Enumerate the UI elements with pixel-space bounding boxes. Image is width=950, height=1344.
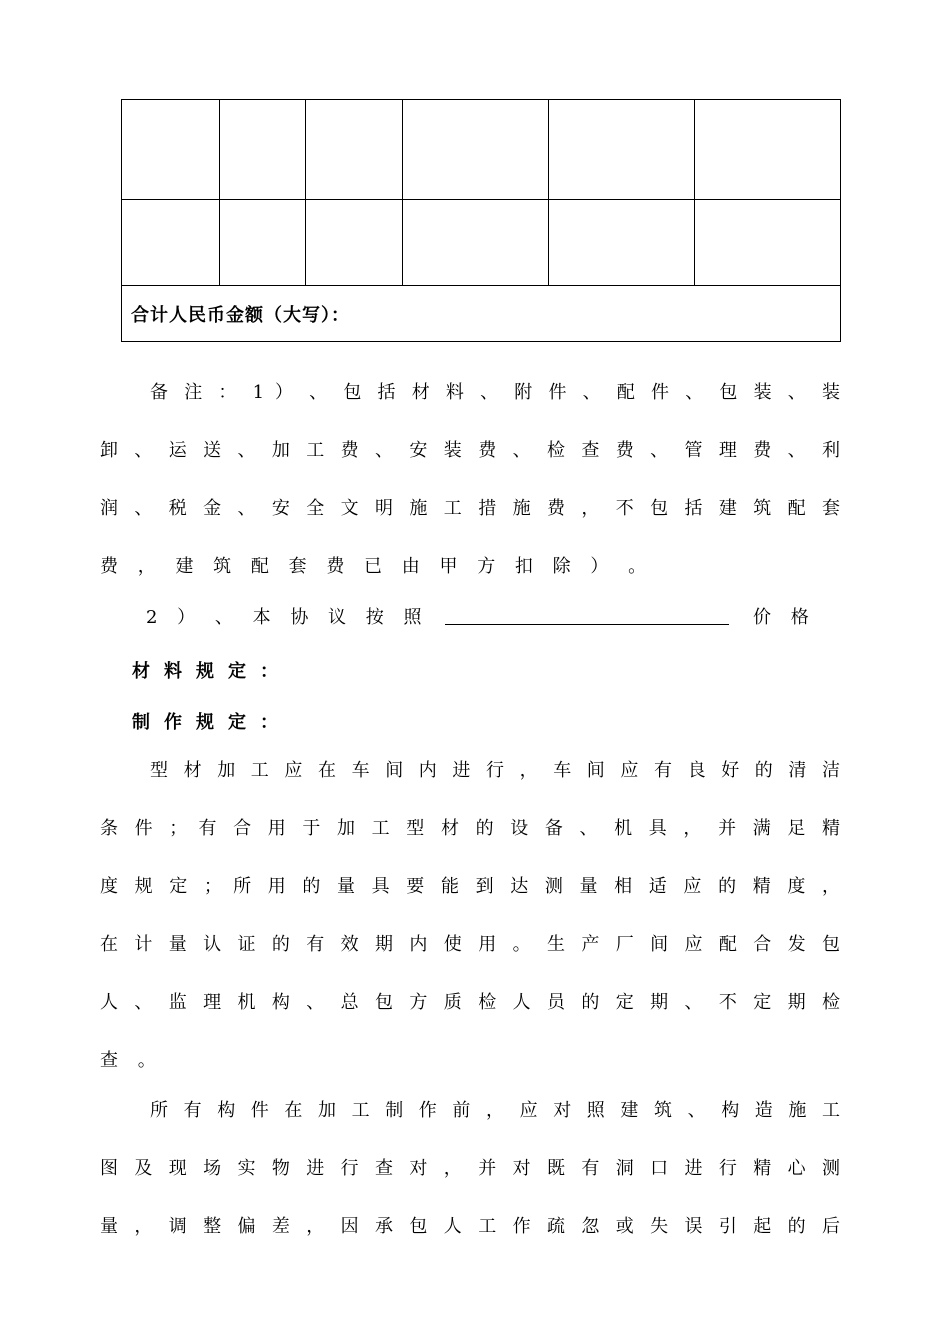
- body-p2-line-1: 所 有 构 件 在 加 工 制 作 前 ， 应 对 照 建 筑 、 构 造 施 工: [150, 1100, 840, 1121]
- table-cell: [549, 200, 695, 286]
- body-p1-line-5: 人 、 监 理 机 构 、 总 包 方 质 检 人 员 的 定 期 、 不 定 期 检: [100, 992, 840, 1013]
- table-cell: [122, 200, 220, 286]
- table-cell: [549, 100, 695, 200]
- table-cell: [122, 100, 220, 200]
- table-cell: [220, 200, 306, 286]
- price-table: [121, 99, 841, 342]
- pricing-clause-prefix: 2 ） 、 本 协 议 按 照: [146, 607, 422, 628]
- total-row: [122, 286, 841, 342]
- table-cell: [403, 100, 549, 200]
- table-row: [122, 200, 841, 286]
- heading-material: 材料规定：: [132, 661, 292, 682]
- table-cell: [306, 200, 403, 286]
- body-p2-line-3: 量 ， 调 整 偏 差 ， 因 承 包 人 工 作 疏 忽 或 失 误 引 起 的 后: [100, 1216, 840, 1237]
- heading-fabrication: 制作规定：: [132, 712, 292, 733]
- total-amount-label: 合计人民币金额（大写）：: [122, 286, 841, 342]
- remarks-line-3: 润 、 税 金 、 安 全 文 明 施 工 措 施 费 ， 不 包 括 建 筑 配 套: [100, 498, 840, 519]
- body-p1-line-4: 在 计 量 认 证 的 有 效 期 内 使 用 。 生 产 厂 间 应 配 合 发 包: [100, 934, 840, 955]
- body-p1-line-6: 查 。: [100, 1050, 156, 1071]
- body-p1-line-1: 型 材 加 工 应 在 车 间 内 进 行 ， 车 间 应 有 良 好 的 清 洁: [150, 760, 840, 781]
- table-cell: [695, 100, 841, 200]
- remarks-line-2: 卸 、 运 送 、 加 工 费 、 安 装 费 、 检 查 费 、 管 理 费 、 利: [100, 440, 840, 461]
- body-p2-line-2: 图 及 现 场 实 物 进 行 查 对 ， 并 对 既 有 洞 口 进 行 精 心 测: [100, 1158, 840, 1179]
- remarks-line-4: 费 ， 建 筑 配 套 费 已 由 甲 方 扣 除 ） 。: [100, 556, 647, 577]
- pricing-clause: [146, 603, 840, 629]
- price-basis-blank: [445, 606, 729, 625]
- table-cell: [403, 200, 549, 286]
- table-cell: [306, 100, 403, 200]
- table-cell: [695, 200, 841, 286]
- table-cell: [220, 100, 306, 200]
- body-p1-line-2: 条 件 ； 有 合 用 于 加 工 型 材 的 设 备 、 机 具 ， 并 满 足 精: [100, 818, 840, 839]
- body-p1-line-3: 度 规 定 ； 所 用 的 量 具 要 能 到 达 测 量 相 适 应 的 精 度 ，: [100, 876, 840, 897]
- pricing-clause-suffix: 价 格: [752, 607, 809, 628]
- table-row: [122, 100, 841, 200]
- remarks-line-1: 备 注 ： 1 ） 、 包 括 材 料 、 附 件 、 配 件 、 包 装 、 装: [150, 382, 840, 403]
